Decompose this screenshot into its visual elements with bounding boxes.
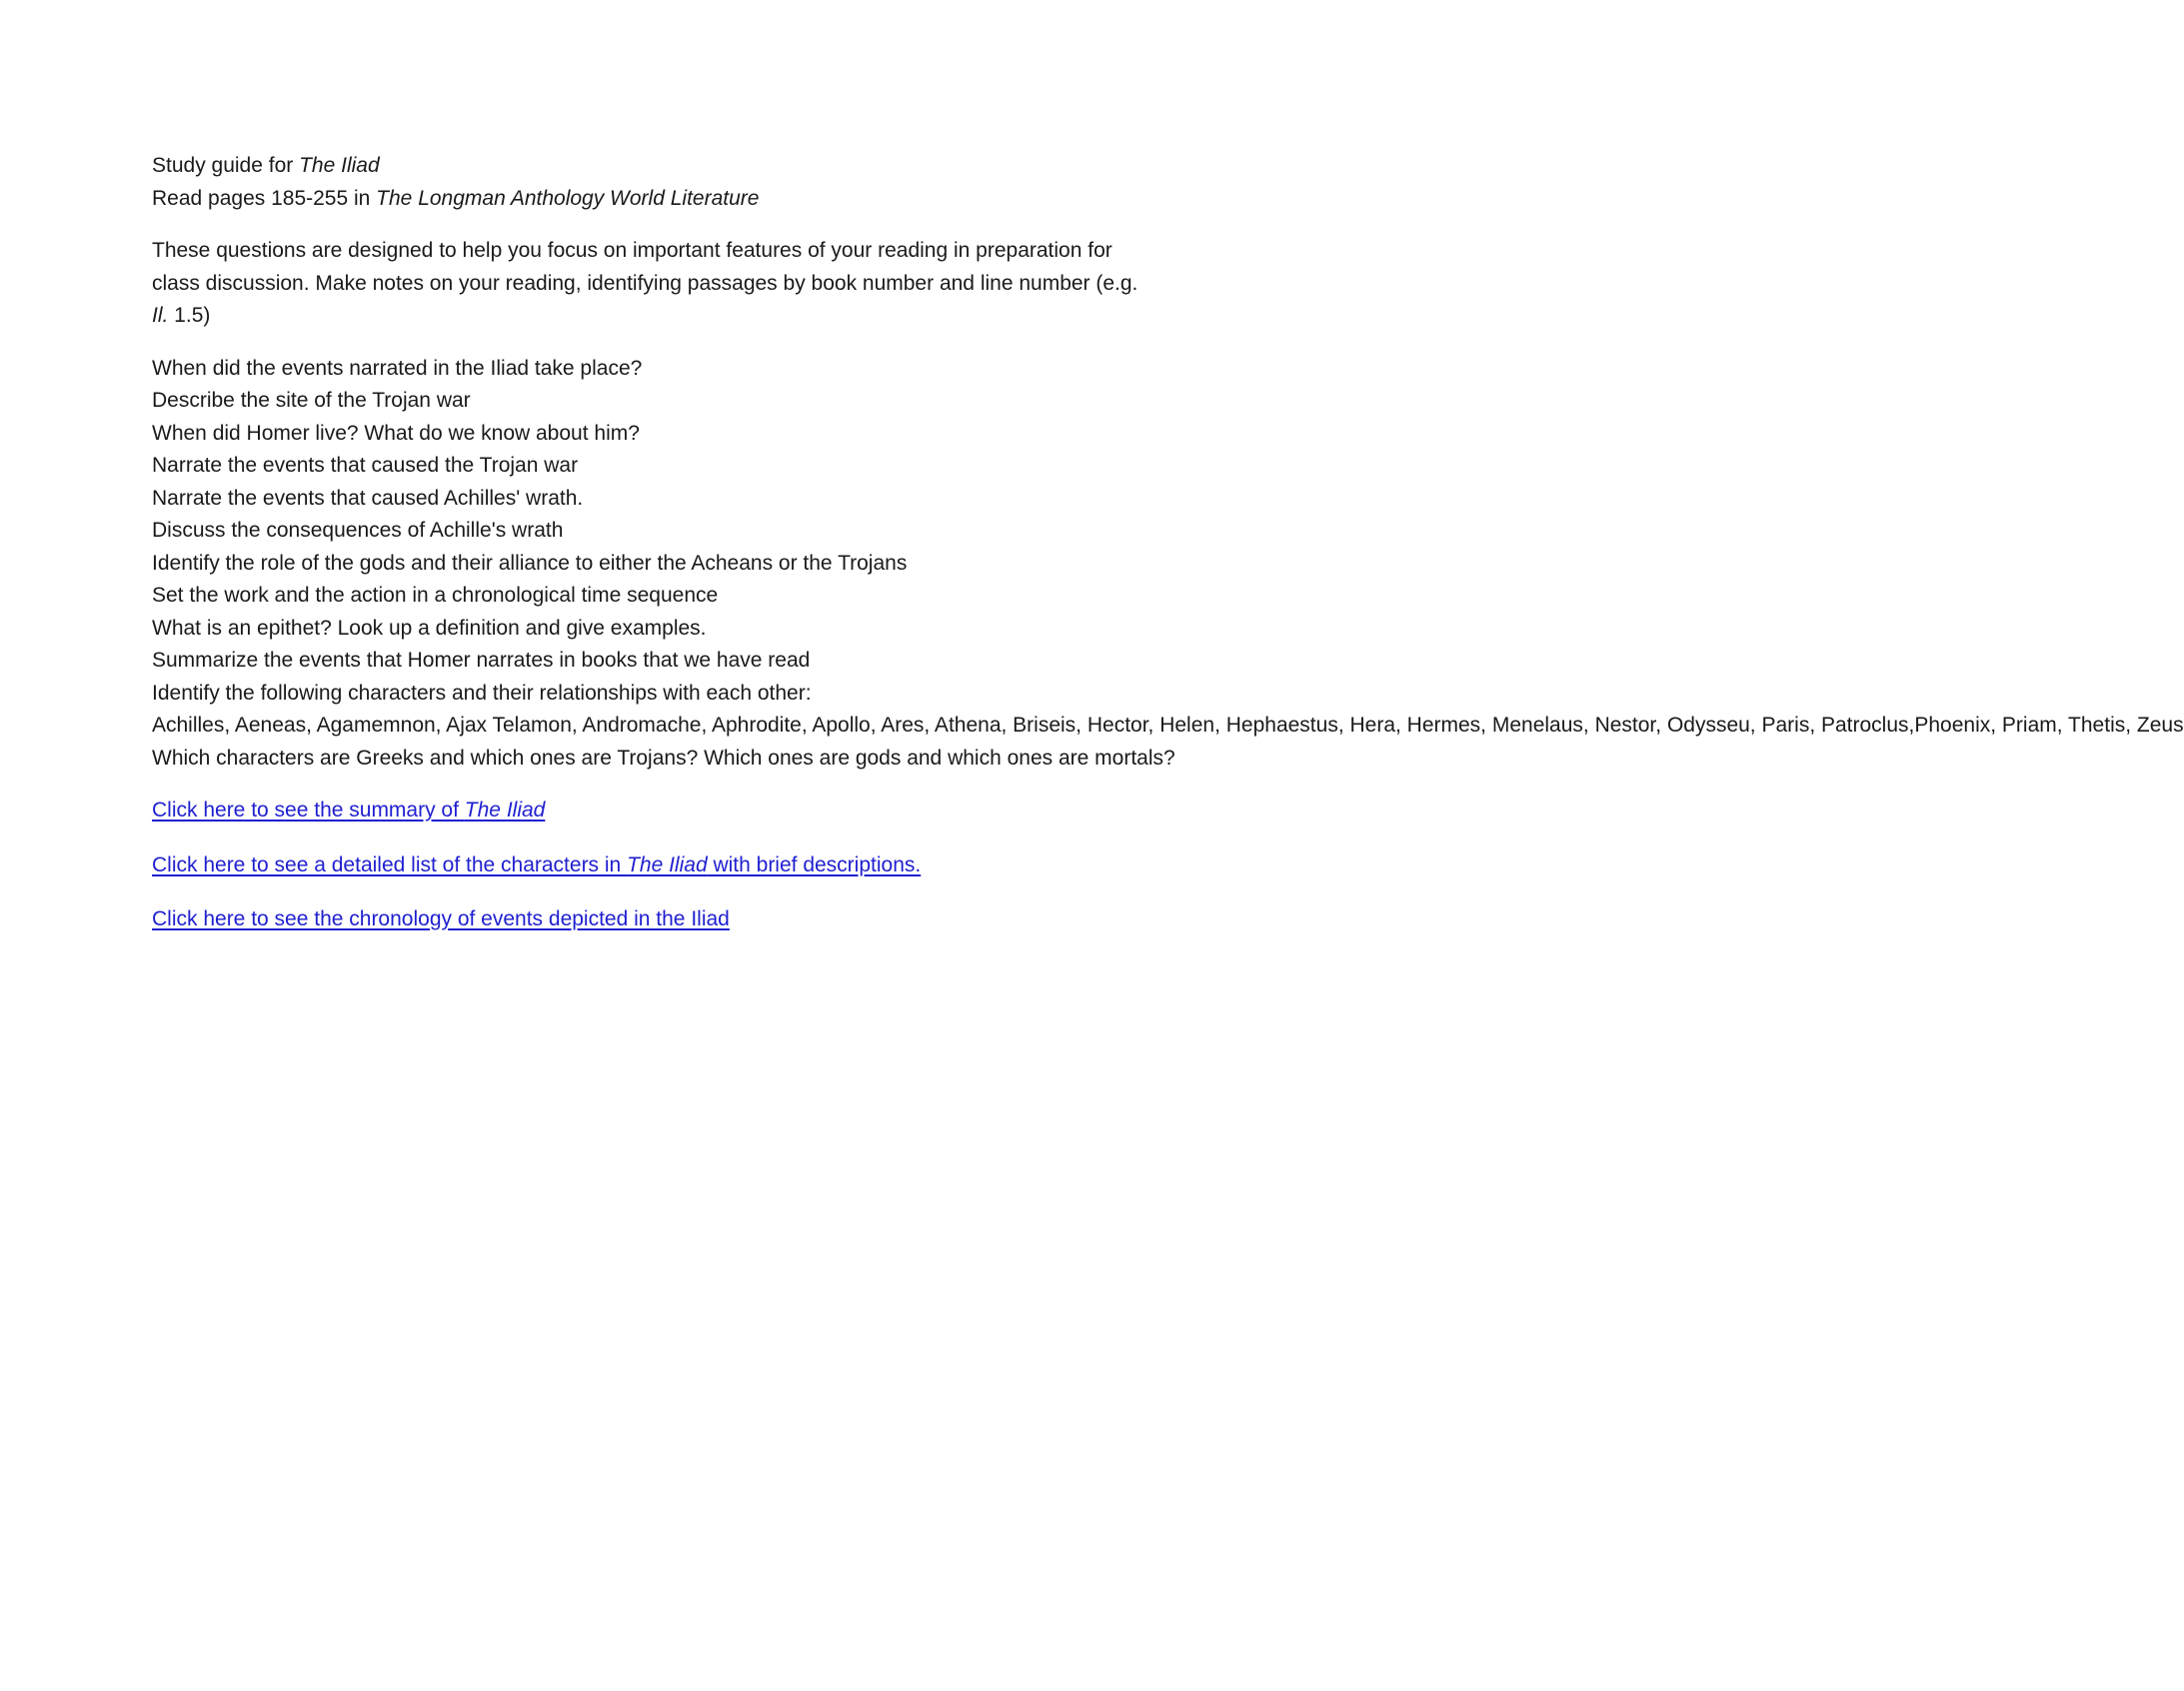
question-item: Summarize the events that Homer narrates in books that we have read [152,649,811,672]
question-item: Discuss the consequences of Achille's wrath [152,519,564,542]
chronology-link[interactable]: Click here to see the chronology of events depicted in the Iliad [152,907,730,930]
question-list [152,353,2184,776]
question-item: When did Homer live? What do we know about him? [152,421,640,445]
question-item: When did the events narrated in the Iliad take place? [152,356,643,380]
intro-citation-abbrev: Il. [152,304,169,327]
guide-title: Study guide for The Iliad [152,154,380,177]
guide-title-book: The Iliad [299,154,380,177]
summary-link[interactable]: Click here to see the summary of The Iliad [152,799,546,822]
characters-list: Achilles, Aeneas, Agamemnon, Ajax Telamon, Andromache, Aphrodite, Apollo, Ares, Athena, Briseis, Hector, Helen, Hephaestus, Hera, Hermes, Menelaus, Nestor, Odysseu, Paris, Patroclus,Phoenix, Priam, Thetis, Zeus [152,714,2184,737]
final-question: Which characters are Greeks and which ones are Trojans? Which ones are gods and which ones are mortals? [152,746,1175,770]
question-item: Identify the following characters and their relationships with each other: [152,681,812,705]
question-item: Narrate the events that caused Achilles' wrath. [152,486,584,510]
header-block [152,150,1151,215]
question-item: Describe the site of the Trojan war [152,389,471,412]
characters-link[interactable]: Click here to see a detailed list of the characters in The Iliad with brief descriptions. [152,852,922,876]
question-item: What is an epithet? Look up a definition and give examples. [152,616,707,640]
intro-paragraph: These questions are designed to help you focus on important features of your reading in preparation for class discussion. Make notes on your reading, identifying passages by book number and line number (e.g. Il. 1.5) [152,239,1138,327]
links-block [152,795,1151,936]
question-item: Narrate the events that caused the Trojan war [152,454,579,477]
anthology-title: The Longman Anthology World Literature [376,186,760,210]
study-guide-page [152,150,2184,958]
question-item: Identify the role of the gods and their alliance to either the Acheans or the Trojans [152,551,908,575]
reading-assignment: Read pages 185-255 in The Longman Anthology World Literature [152,186,760,210]
question-item: Set the work and the action in a chronological time sequence [152,584,719,607]
